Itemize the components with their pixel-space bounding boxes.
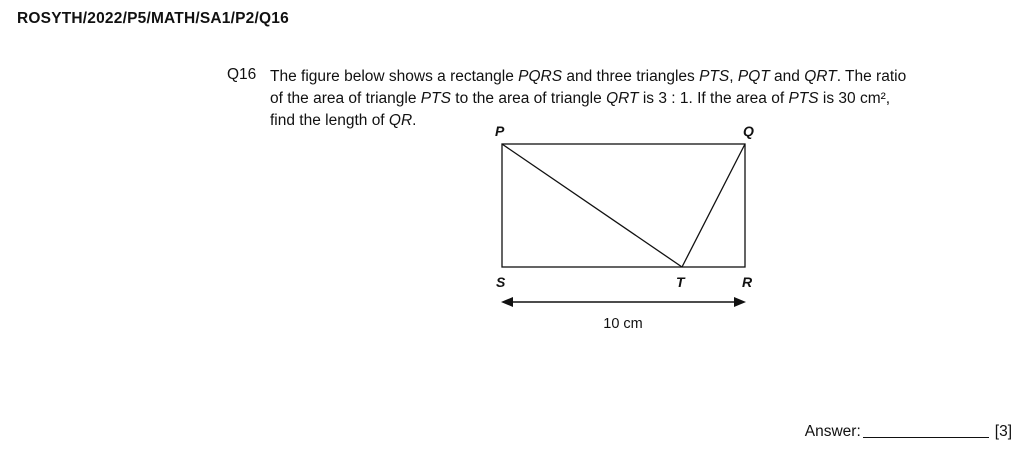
label-q: Q xyxy=(743,123,754,139)
line-pt xyxy=(502,144,682,267)
label-t: T xyxy=(676,274,685,290)
marks-label: [3] xyxy=(994,423,1012,440)
answer-label: Answer: xyxy=(804,423,861,440)
rectangle-pqrs xyxy=(502,144,745,267)
question-line-2: of the area of triangle PTS to the area of triangle QRT is 3 : 1. If the area of PTS is 30 cm², xyxy=(270,90,891,107)
paper-code: ROSYTH/2022/P5/MATH/SA1/P2/Q16 xyxy=(17,10,289,27)
figure-svg xyxy=(480,118,780,338)
rectangle-figure xyxy=(480,118,780,338)
answer-blank[interactable] xyxy=(863,436,989,438)
label-r: R xyxy=(742,274,753,290)
dimension-label: 10 cm xyxy=(603,316,643,332)
question-line-1: The figure below shows a rectangle PQRS and three triangles PTS, PQT and QRT. The ratio xyxy=(270,68,907,85)
line-qt xyxy=(682,144,745,267)
label-p: P xyxy=(495,123,505,139)
question-line-3: find the length of QR. xyxy=(270,112,417,129)
question-number: Q16 xyxy=(227,66,257,83)
arrowhead-right xyxy=(734,297,746,307)
answer-area xyxy=(805,423,1012,441)
label-s: S xyxy=(496,274,506,290)
arrowhead-left xyxy=(501,297,513,307)
